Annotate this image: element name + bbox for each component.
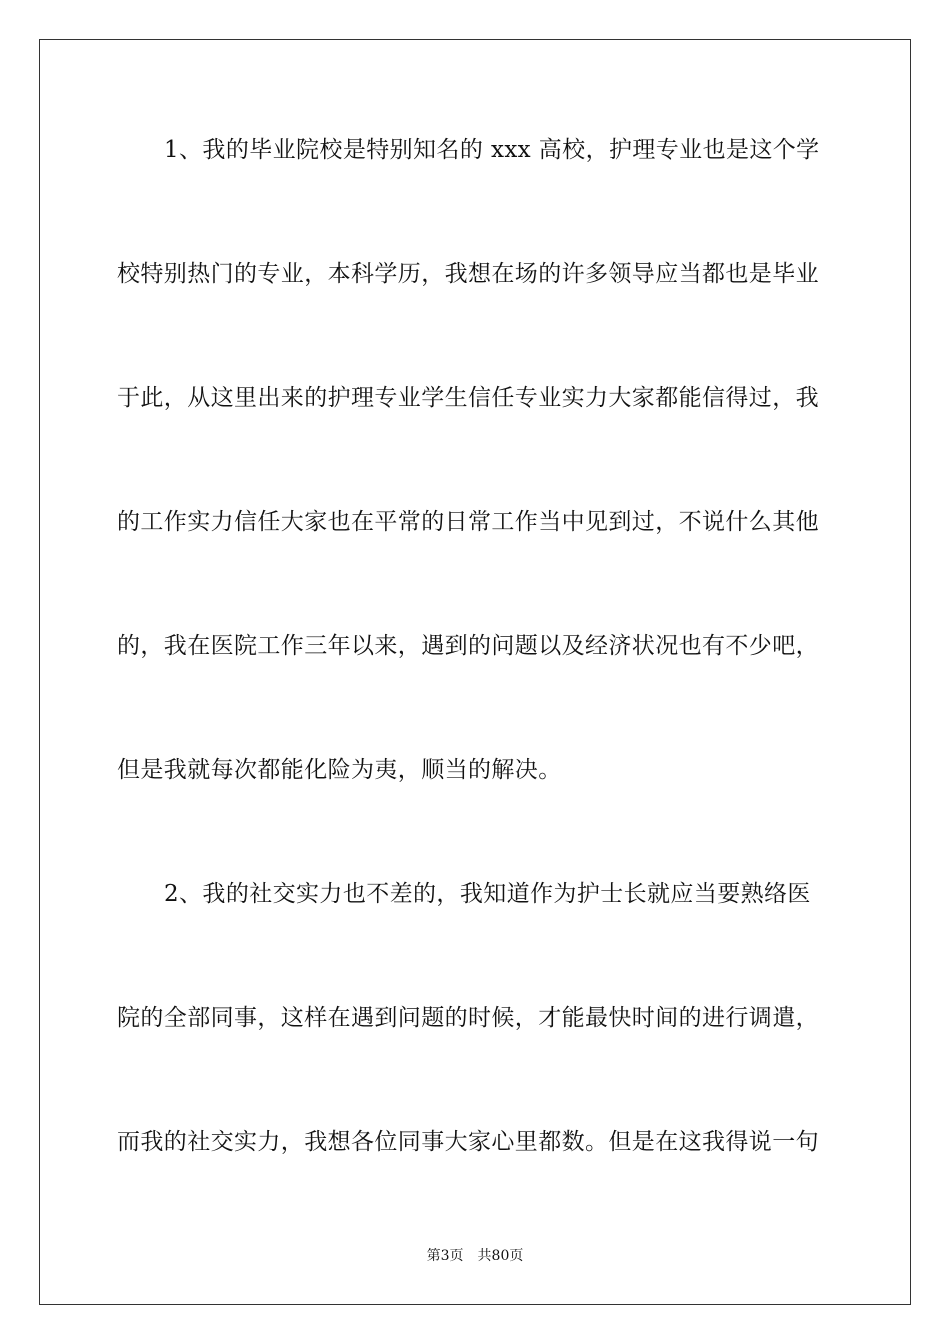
paragraph-2-line-1: 2、我的社交实力也不差的，我知道作为护士长就应当要熟络医	[164, 881, 811, 907]
paragraph-2-line-2: 院的全部同事，这样在遇到问题的时候，才能最快时间的进行调遣，	[117, 1005, 819, 1031]
paragraph-1-line-6: 但是我就每次都能化险为夷，顺当的解决。	[117, 757, 562, 783]
total-pages-label: 共80页	[477, 1248, 524, 1264]
paragraph-1-line-1: 1、我的毕业院校是特别知名的 xxx 高校，护理专业也是这个学	[164, 137, 820, 163]
paragraph-1-line-3: 于此，从这里出来的护理专业学生信任专业实力大家都能信得过，我	[117, 385, 819, 411]
paragraph-1-line-5: 的，我在医院工作三年以来，遇到的问题以及经济状况也有不少吧，	[117, 633, 819, 659]
current-page-label: 第3页	[426, 1248, 464, 1264]
paragraph-2-line-3: 而我的社交实力，我想各位同事大家心里都数。但是在这我得说一句	[117, 1129, 819, 1155]
page-border	[39, 39, 911, 1305]
paragraph-1-line-4: 的工作实力信任大家也在平常的日常工作当中见到过，不说什么其他	[117, 509, 819, 535]
page-footer	[0, 1246, 950, 1266]
paragraph-1-line-2: 校特别热门的专业，本科学历，我想在场的许多领导应当都也是毕业	[117, 261, 819, 287]
